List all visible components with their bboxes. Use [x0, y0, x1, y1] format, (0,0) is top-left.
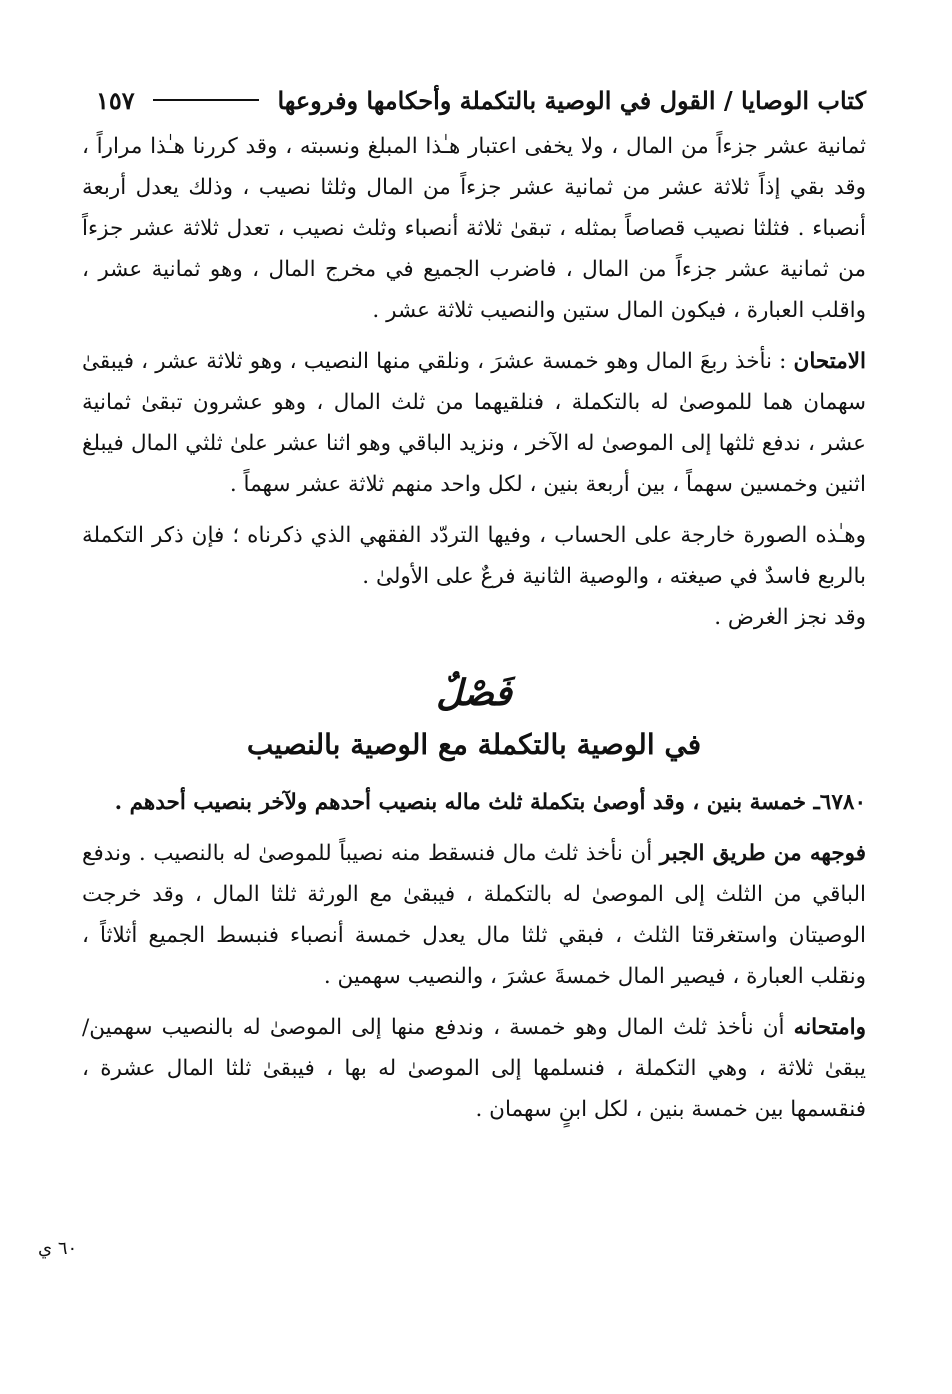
paragraph-text: ثمانية عشر جزءاً من المال ، ولا يخفى اعتبار هـٰذا المبلغ ونسبته ، وقد كررنا هـٰذا مراراً ، وقد بقي إذاً ثلاثة عشر من ثمانية عشر جزءاً من المال وثلثا نصيب ، وذلك يعدل أربعة أنصباء . فثلثا نصيب قصاصاً بمثله ، تبقىٰ ثلاثة أنصباء وثلث نصيب ، تعدل ثلاثة عشر جزءاً من ثمانية عشر جزءاً من المال ، فاضرب الجميع في مخرج المال ، وهو ثمانية عشر ، واقلب العبارة ، فيكون المال ستين والنصيب ثلاثة عشر . — [82, 134, 866, 323]
paragraph — [82, 1007, 866, 1130]
paragraph — [82, 341, 866, 505]
page-body — [82, 126, 866, 1130]
section-title: في الوصية بالتكملة مع الوصية بالنصيب — [246, 728, 702, 761]
paragraph-text: وهـٰذه الصورة خارجة على الحساب ، وفيها التردّد الفقهي الذي ذكرناه ؛ فإن ذكر التكملة بالربع فاسدٌ في صيغته ، والوصية الثانية فرعٌ على الأولىٰ . — [82, 523, 866, 589]
paragraph — [82, 515, 866, 597]
paragraph-text: وقد نجز الغرض . — [714, 605, 866, 630]
paragraph — [82, 597, 866, 638]
paragraph-text: ٦٧٨٠ـ خمسة بنين ، وقد أوصىٰ بتكملة ثلث ماله بنصيب أحدهم ولآخر بنصيب أحدهم . — [114, 790, 866, 815]
paragraph-text: : نأخذ ربعَ المال وهو خمسة عشرَ ، ونلقي منها النصيب ، وهو ثلاثة عشر ، فيبقىٰ سهمان هما للموصىٰ له بالتكملة ، فنلقيهما من ثلث المال ، وهو عشرون تبقىٰ ثمانية عشر ، ندفع ثلثها إلى الموصىٰ له الآخر ، ونزيد الباقي وهو اثنا عشر علىٰ ثلثي المال فيبلغ اثنين وخمسين سهماً ، بين أربعة بنين ، لكل واحد منهم ثلاثة عشر سهماً . — [82, 349, 866, 497]
paragraph-lead: فوجهه من طريق الجبر — [659, 841, 866, 866]
paragraph-text: أن نأخذ ثلث المال وهو خمسة ، وندفع منها إلى الموصىٰ له بالنصيب سهمين/ يبقىٰ ثلاثة ، وهي التكملة ، فنسلمها إلى الموصىٰ له بها ، فيبقىٰ ثلثا المال عشرة ، فنقسمها بين خمسة بنين ، لكل ابنٍ سهمان . — [82, 1015, 866, 1122]
paragraph — [82, 833, 866, 997]
margin-note: ٦٠ ي — [38, 1238, 78, 1259]
fasl-heading: فَصْلٌ — [436, 672, 512, 714]
paragraph-text: أن نأخذ ثلث مال فنسقط منه نصيباً للموصىٰ له بالنصيب . وندفع الباقي من الثلث إلى الموصىٰ له بالتكملة ، فيبقىٰ مع الورثة ثلثا المال ، وقد خرجت الوصيتان واستغرقتا الثلث ، فبقي ثلثا مال يعدل خمسة أنصباء فنبسط الجميع أثلاثاً ، ونقلب العبارة ، فيصير المال خمسةَ عشرَ ، والنصيب سهمين . — [82, 841, 866, 989]
issue-paragraph — [82, 782, 866, 823]
running-header — [96, 80, 866, 120]
page-number: ١٥٧ — [96, 85, 135, 115]
paragraph — [82, 126, 866, 331]
header-rule — [153, 99, 260, 101]
header-title: كتاب الوصايا / القول في الوصية بالتكملة وأحكامها وفروعها — [277, 85, 866, 115]
paragraph-lead: الامتحان — [793, 349, 866, 374]
paragraph-lead: وامتحانه — [793, 1015, 866, 1040]
